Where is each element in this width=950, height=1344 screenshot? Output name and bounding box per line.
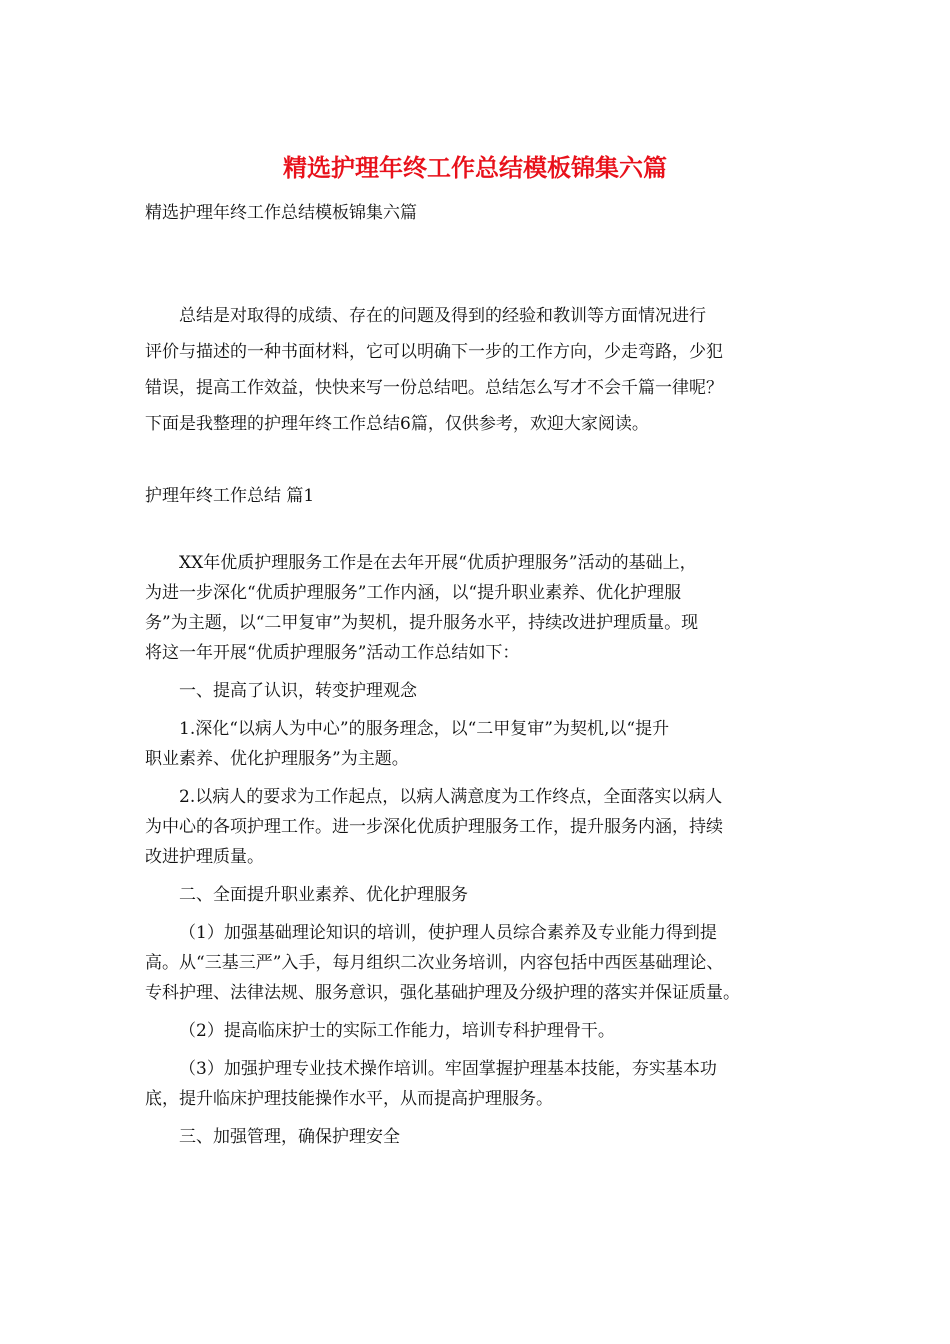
body-paragraph [145, 548, 809, 668]
paragraph-line: 二、全面提升职业素养、优化护理服务 [179, 885, 468, 905]
document-subtitle: 精选护理年终工作总结模板锦集六篇 [145, 203, 417, 223]
intro-line: 错误，提高工作效益，快快来写一份总结吧。总结怎么写才不会千篇一律呢？ [145, 378, 723, 398]
intro-paragraph [145, 298, 805, 442]
document-title: 精选护理年终工作总结模板锦集六篇 [283, 153, 667, 182]
paragraph-line: 职业素养、优化护理服务”为主题。 [145, 749, 409, 769]
paragraph-line: 三、加强管理，确保护理安全 [179, 1127, 400, 1147]
body-paragraph [145, 1122, 809, 1152]
intro-text [145, 298, 805, 442]
paragraph-line: （1）加强基础理论知识的培训，使护理人员综合素养及专业能力得到提 [179, 923, 717, 943]
paragraph-line: 为进一步深化“优质护理服务”工作内涵，以“提升职业素养、优化护理服 [145, 583, 682, 603]
paragraph-line: 改进护理质量。 [145, 847, 264, 867]
paragraph-line: 2.以病人的要求为工作起点，以病人满意度为工作终点，全面落实以病人 [179, 787, 723, 807]
paragraph-line: 务”为主题，以“二甲复审”为契机，提升服务水平，持续改进护理质量。现 [145, 613, 699, 633]
paragraph-line: XX年优质护理服务工作是在去年开展“优质护理服务”活动的基础上， [179, 553, 697, 573]
body-paragraph [145, 1054, 809, 1114]
body-paragraph [145, 1016, 809, 1046]
section-heading: 护理年终工作总结 篇1 [145, 486, 315, 506]
paragraph-line: 一、提高了认识，转变护理观念 [179, 681, 417, 701]
paragraph-line: （3）加强护理专业技术操作培训。牢固掌握护理基本技能，夯实基本功 [179, 1059, 717, 1079]
paragraph-line: 为中心的各项护理工作。进一步深化优质护理服务工作，提升服务内涵，持续 [145, 817, 723, 837]
intro-line: 总结是对取得的成绩、存在的问题及得到的经验和教训等方面情况进行 [179, 306, 706, 326]
intro-line: 下面是我整理的护理年终工作总结6篇，仅供参考，欢迎大家阅读。 [145, 414, 649, 434]
paragraph-line: 底，提升临床护理技能操作水平，从而提高护理服务。 [145, 1089, 553, 1109]
body-paragraph [145, 714, 809, 774]
body-paragraph [145, 918, 809, 1008]
paragraph-line: 1.深化“以病人为中心”的服务理念，以“二甲复审”为契机,以“提升 [179, 719, 670, 739]
body-paragraph [145, 782, 809, 872]
paragraph-line: （2）提高临床护士的实际工作能力，培训专科护理骨干。 [179, 1021, 615, 1041]
intro-line: 评价与描述的一种书面材料，它可以明确下一步的工作方向，少走弯路，少犯 [145, 342, 723, 362]
paragraph-line: 高。从“三基三严”入手，每月组织二次业务培训，内容包括中西医基础理论、 [145, 953, 724, 973]
paragraph-line: 专科护理、法律法规、服务意识，强化基础护理及分级护理的落实并保证质量。 [145, 983, 740, 1003]
paragraph-line: 将这一年开展“优质护理服务”活动工作总结如下： [145, 643, 520, 663]
section-body [145, 548, 809, 1160]
body-paragraph [145, 880, 809, 910]
body-paragraph [145, 676, 809, 706]
